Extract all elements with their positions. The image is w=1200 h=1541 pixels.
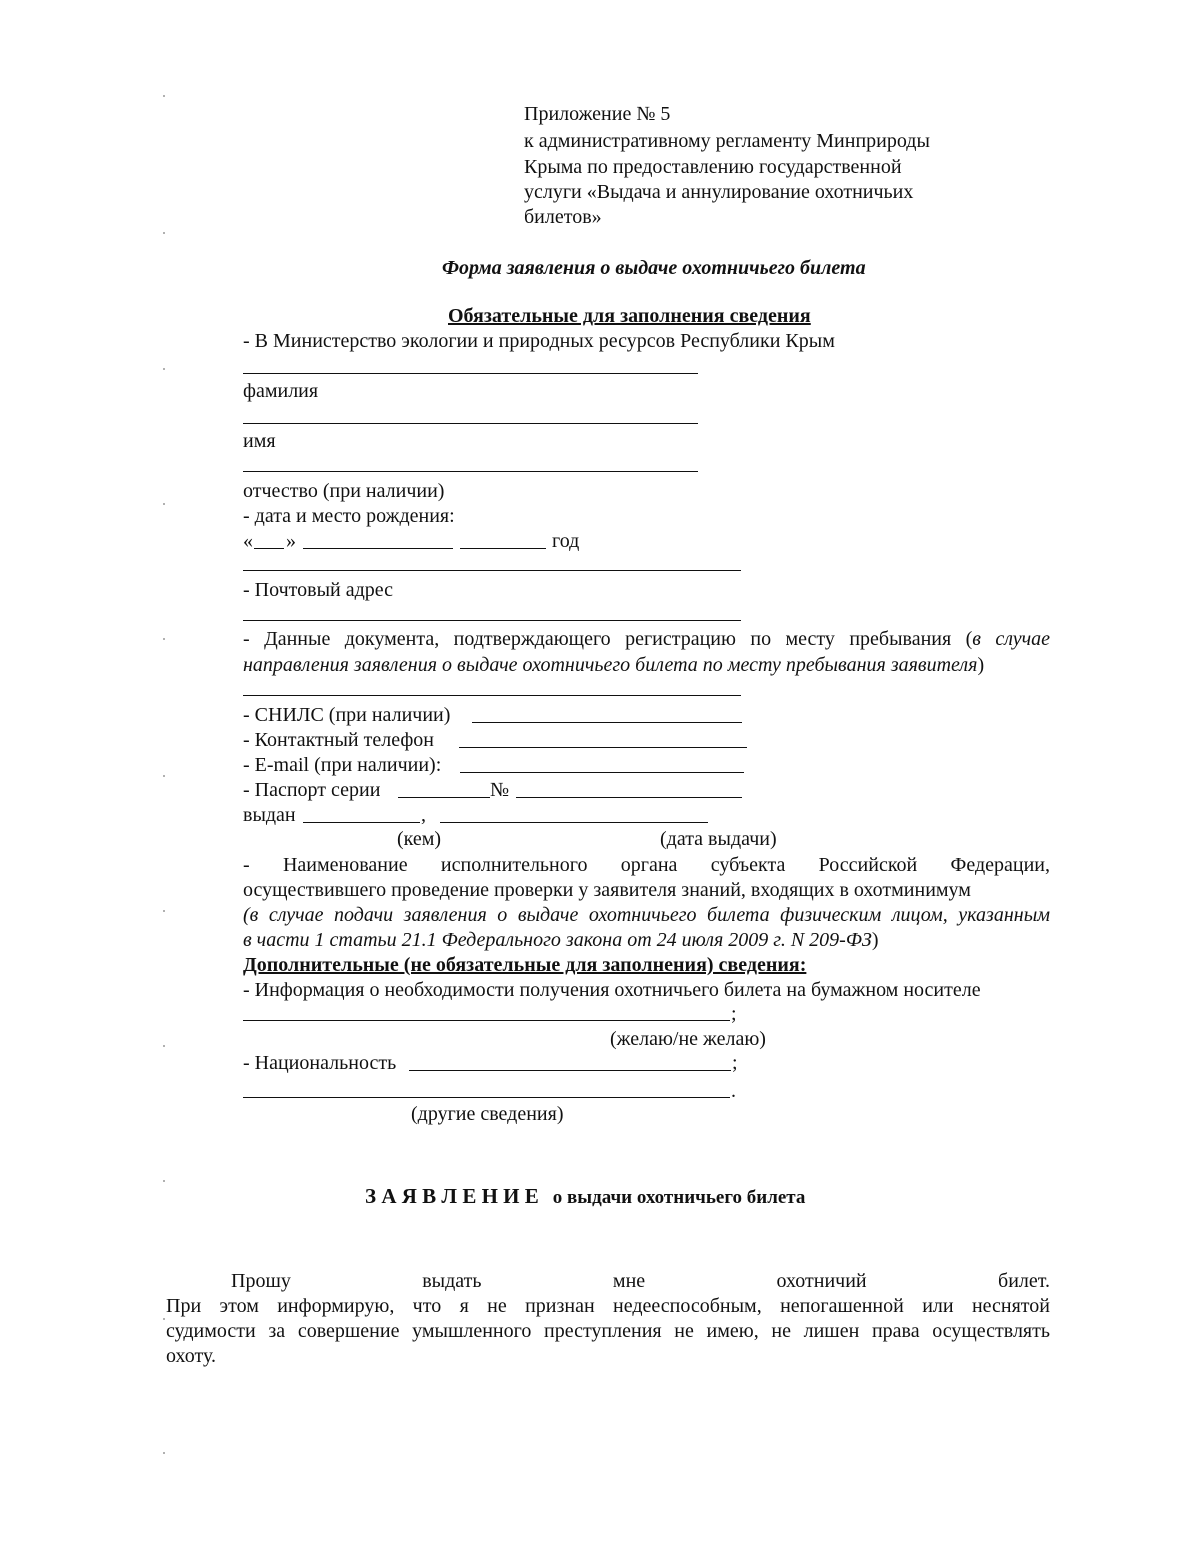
birth-quote-close: » [286, 530, 296, 552]
nationality-semicolon: ; [732, 1052, 738, 1074]
scan-speck [163, 1452, 165, 1454]
birth-quote-open: « [243, 530, 253, 552]
authority-label-line: осуществившего проведение проверки у заявителя знаний, входящих в охотминимум [243, 879, 971, 901]
application-line: судимости за совершение умышленного преступления не имею, не лишен права осуществлять [166, 1320, 1050, 1342]
passport-number-field[interactable] [516, 797, 742, 798]
required-heading: Обязательные для заполнения сведения [448, 305, 811, 327]
issued-by-field[interactable] [303, 822, 420, 823]
snils-field[interactable] [472, 722, 742, 723]
passport-series-label: - Паспорт серии [243, 779, 381, 801]
year-label: год [552, 530, 580, 552]
email-field[interactable] [460, 772, 744, 773]
scan-speck [163, 368, 165, 370]
other-info-caption: (другие сведения) [411, 1103, 564, 1125]
surname-field[interactable] [243, 373, 698, 374]
scan-speck [163, 1180, 165, 1182]
annex-line: Крыма по предоставлению государственной [524, 156, 902, 178]
snils-label: - СНИЛС (при наличии) [243, 704, 451, 726]
patronymic-label: отчество (при наличии) [243, 480, 445, 502]
nationality-field[interactable] [409, 1070, 731, 1071]
authority-label-line: - Наименование исполнительного органа субъекта Российской Федерации, [243, 854, 1050, 876]
other-info-field[interactable] [243, 1097, 730, 1098]
registration-doc-label: - Данные документа, подтверждающего регистрацию по месту пребывания (в случае [243, 628, 1051, 650]
ministry-line: - В Министерство экологии и природных ресурсов Республики Крым [243, 330, 835, 352]
scan-speck [163, 95, 165, 97]
issue-date-caption: (дата выдачи) [660, 828, 777, 850]
scan-speck [163, 1318, 165, 1320]
scan-speck [163, 775, 165, 777]
name-label: имя [243, 430, 276, 452]
email-label: - E-mail (при наличии): [243, 754, 442, 776]
passport-number-sign: № [490, 779, 510, 801]
annex-line: Приложение № 5 [524, 103, 671, 125]
paper-ticket-field[interactable] [243, 1020, 730, 1021]
wish-caption: (желаю/не желаю) [610, 1028, 766, 1050]
scan-speck [163, 232, 165, 234]
annex-line: услуги «Выдача и аннулирование охотничьих [524, 181, 914, 203]
application-line: охоту. [166, 1345, 216, 1367]
nationality-label: - Национальность [243, 1052, 397, 1074]
passport-series-field[interactable] [398, 797, 490, 798]
patronymic-field[interactable] [243, 471, 698, 472]
paper-ticket-semicolon: ; [731, 1003, 737, 1025]
surname-label: фамилия [243, 380, 319, 402]
application-line: При этом информирую, что я не признан недееспособным, непогашенной или неснятой [166, 1295, 1050, 1317]
form-title: Форма заявления о выдаче охотничьего билета [442, 257, 866, 279]
annex-line: билетов» [524, 206, 602, 228]
authority-note-line: в части 1 статьи 21.1 Федерального закона от 24 июля 2009 г. N 209-ФЗ) [243, 929, 879, 951]
paper-ticket-label: - Информация о необходимости получения охотничьего билета на бумажном носителе [243, 979, 981, 1001]
optional-heading: Дополнительные (не обязательные для заполнения) сведения: [243, 954, 807, 976]
authority-note-line: (в случае подачи заявления о выдаче охотничьего билета физическим лицом, указанным [243, 904, 1050, 926]
phone-field[interactable] [459, 747, 747, 748]
birth-place-field[interactable] [243, 570, 741, 571]
registration-doc-label-cont: направления заявления о выдаче охотничьего билета по месту пребывания заявителя) [243, 654, 985, 676]
postal-address-label: - Почтовый адрес [243, 579, 394, 601]
application-line: Прошу выдать мне охотничий билет. [231, 1270, 1050, 1292]
scan-speck [163, 1045, 165, 1047]
phone-label: - Контактный телефон [243, 729, 434, 751]
birth-month-field[interactable] [303, 548, 453, 549]
name-field[interactable] [243, 423, 698, 424]
issued-label: выдан [243, 804, 296, 826]
registration-doc-field[interactable] [243, 695, 741, 696]
birth-label: - дата и место рождения: [243, 505, 455, 527]
issued-comma: , [421, 804, 426, 826]
scan-speck [163, 638, 165, 640]
by-whom-caption: (кем) [397, 828, 442, 850]
scan-speck [163, 503, 165, 505]
postal-address-field[interactable] [243, 620, 741, 621]
scan-speck [163, 910, 165, 912]
application-title: З А Я В Л Е Н И Е о выдачи охотничьего билета [365, 1184, 806, 1208]
other-info-period: . [731, 1080, 736, 1102]
birth-year-field[interactable] [460, 548, 546, 549]
issue-date-field[interactable] [440, 822, 708, 823]
annex-line: к административному регламенту Минприроды [524, 130, 930, 152]
birth-day-field[interactable] [254, 548, 284, 549]
